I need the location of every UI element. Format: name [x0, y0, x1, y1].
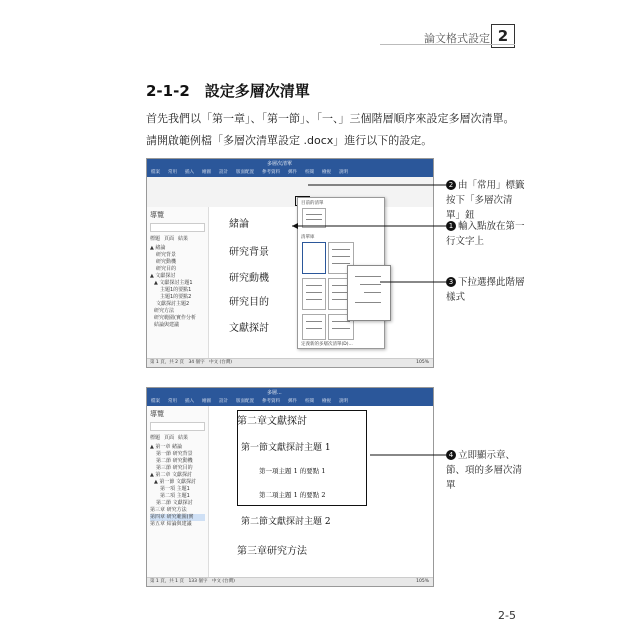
status-text: 第 1 頁，共 2 頁 34 個字 中文 (台灣)	[150, 360, 233, 365]
nav-item[interactable]: 第一節 研究背景	[156, 451, 193, 457]
tab-view[interactable]: 檢視	[322, 170, 331, 175]
nav-item[interactable]: 研究背景	[156, 252, 177, 258]
tab-references[interactable]: 參考資料	[262, 399, 280, 404]
nav-item[interactable]: 第二節 研究動機	[156, 458, 193, 464]
section-heading: 2-1-2 設定多層次清單	[146, 82, 310, 100]
step-number-badge: 3	[446, 277, 456, 287]
nav-item[interactable]: 第二項 主題1	[160, 493, 190, 499]
tab-mailings[interactable]: 郵件	[288, 170, 297, 175]
step-number-badge: 4	[446, 450, 456, 460]
running-header-title: 論文格式設定	[424, 32, 490, 45]
nav-item[interactable]: ▲ 文獻探討主題1	[154, 280, 193, 286]
nav-item[interactable]: 主題1的要點1	[160, 287, 192, 293]
tab-home[interactable]: 常用	[168, 170, 177, 175]
dropdown-section-library: 清單庫	[301, 235, 315, 240]
dropdown-section-current: 目前的清單	[301, 201, 324, 206]
nav-item[interactable]: 主題1的要點2	[160, 294, 192, 300]
nav-item[interactable]: 第三章 研究方法	[150, 507, 187, 513]
tab-layout[interactable]: 版面配置	[236, 399, 254, 404]
nav-tab-pages[interactable]: 頁面	[164, 236, 175, 242]
callout-arrowhead-1	[292, 223, 298, 229]
annotation-2-text: 由「常用」標籤按下「多層次清單」鈕	[446, 180, 525, 221]
nav-title: 導覽	[150, 410, 164, 418]
doc-line-3: 研究動機	[229, 273, 269, 284]
doc-line-2: 研究背景	[229, 247, 269, 258]
tab-mailings[interactable]: 郵件	[288, 399, 297, 404]
nav-item[interactable]: 第五章 結論與建議	[150, 521, 192, 527]
tab-draw[interactable]: 繪圖	[202, 170, 211, 175]
tab-help[interactable]: 說明	[339, 399, 348, 404]
tab-home[interactable]: 常用	[168, 399, 177, 404]
doc-line-1: 緒論	[229, 219, 249, 230]
nav-item[interactable]: 研究方法	[154, 308, 175, 314]
window-title: 多層次清單	[267, 161, 293, 167]
tab-draw[interactable]: 繪圖	[202, 399, 211, 404]
nav-item-selected[interactable]: 第四章 研究範圍(實	[150, 514, 205, 521]
nav-item[interactable]: ▲ 緒論	[150, 245, 166, 251]
tab-layout[interactable]: 版面配置	[236, 170, 254, 175]
tab-insert[interactable]: 插入	[185, 399, 194, 404]
nav-item[interactable]: 研究目的	[156, 266, 177, 272]
annotation-1-text: 輸入點放在第一行文字上	[446, 221, 525, 247]
tab-insert[interactable]: 插入	[185, 170, 194, 175]
step-number-badge: 1	[446, 221, 456, 231]
zoom-level[interactable]: 105%	[416, 360, 429, 365]
annotation-3	[446, 275, 526, 305]
intro-paragraph: 首先我們以「第一章」、「第一節」、「一、」三個階層順序來設定多層次清單。請開啟範例檔「多層次清單設定 .docx」進行以下的設定。	[146, 112, 515, 147]
status-text: 第 1 頁，共 1 頁 133 個字 中文 (台灣)	[150, 579, 235, 584]
nav-item[interactable]: 第一項 主題1	[160, 486, 190, 492]
annotation-1	[446, 219, 526, 249]
annotation-4-text: 立即顯示章、節、項的多層次清單	[446, 450, 523, 491]
nav-item[interactable]: ▲ 第一節 文獻探討	[154, 479, 197, 485]
tab-review[interactable]: 校閱	[305, 399, 314, 404]
nav-tab-results[interactable]: 結果	[178, 236, 189, 242]
tab-review[interactable]: 校閱	[305, 170, 314, 175]
page-number: 2-5	[498, 609, 516, 622]
tab-design[interactable]: 設計	[219, 170, 228, 175]
chapter-number-box: 2	[491, 24, 515, 48]
doc-line-3: 第一項主題 1 的要點 1	[259, 467, 326, 475]
nav-item[interactable]: ▲ 第一章 緒論	[150, 444, 183, 450]
doc-line-6: 第三章研究方法	[237, 546, 307, 557]
nav-tab-headings[interactable]: 標題	[150, 236, 161, 242]
doc-line-4: 第二項主題 1 的要點 2	[259, 491, 326, 499]
window-title: 多層...	[267, 390, 282, 396]
nav-item[interactable]: 研究範圍(實作分析	[154, 315, 196, 321]
nav-tab-results[interactable]: 結果	[178, 435, 189, 441]
step-number-badge: 2	[446, 180, 456, 190]
doc-line-4: 研究目的	[229, 297, 269, 308]
doc-line-2: 第一節文獻探討主題 1	[241, 443, 331, 453]
tab-help[interactable]: 說明	[339, 170, 348, 175]
nav-item[interactable]: ▲ 文獻探討	[150, 273, 176, 279]
nav-tab-pages[interactable]: 頁面	[164, 435, 175, 441]
nav-item[interactable]: 文獻探討主題2	[156, 301, 190, 307]
nav-item[interactable]: 第二節 文獻探討	[156, 500, 193, 506]
annotation-4	[446, 448, 526, 493]
annotation-2	[446, 178, 526, 223]
doc-line-1: 第二章文獻探討	[237, 416, 307, 427]
nav-item[interactable]: 第三節 研究目的	[156, 465, 193, 471]
tab-view[interactable]: 檢視	[322, 399, 331, 404]
define-new-list-link[interactable]: 定義新的多層次清單(D)...	[301, 342, 353, 347]
nav-title: 導覽	[150, 211, 164, 219]
doc-line-5: 第二節文獻探討主題 2	[241, 517, 331, 527]
doc-line-5: 文獻探討	[229, 323, 269, 334]
nav-item[interactable]: ▲ 第二章 文獻探討	[150, 472, 193, 478]
tab-file[interactable]: 檔案	[151, 399, 160, 404]
tab-file[interactable]: 檔案	[151, 170, 160, 175]
zoom-level[interactable]: 105%	[416, 579, 429, 584]
annotation-3-text: 下拉選擇此階層樣式	[446, 277, 525, 303]
nav-item[interactable]: 結論與建議	[154, 322, 180, 328]
nav-item[interactable]: 研究動機	[156, 259, 177, 265]
tab-design[interactable]: 設計	[219, 399, 228, 404]
nav-tab-headings[interactable]: 標題	[150, 435, 161, 441]
tab-references[interactable]: 參考資料	[262, 170, 280, 175]
